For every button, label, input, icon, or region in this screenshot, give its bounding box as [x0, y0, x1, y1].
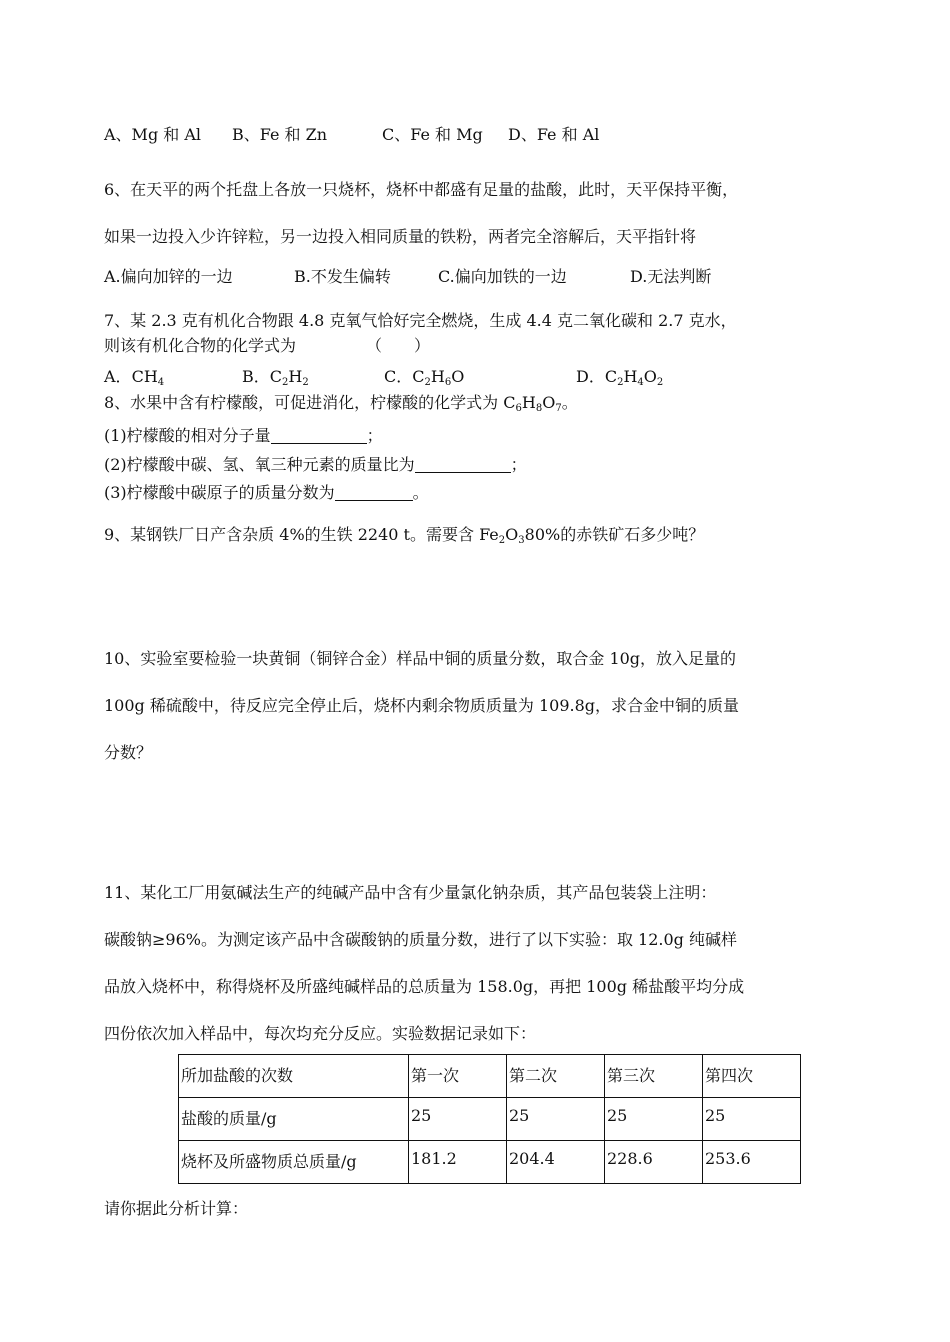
q5-option-b: B、Fe 和 Zn	[232, 125, 328, 144]
table-cell: 烧杯及所盛物质总质量/g	[179, 1141, 409, 1184]
q8-part2-blank[interactable]	[415, 456, 511, 473]
q7-answer-paren: （ ）	[366, 336, 431, 355]
chemical-formula: $CH_4$	[131, 367, 165, 388]
experiment-data-table	[178, 1054, 801, 1184]
q9-text: 9、某钢铁厂日产含杂质 4%的生铁 2240 t。需要含 $Fe_2O_380\%$的赤铁矿石多少吨？	[104, 525, 705, 546]
q5-options	[104, 122, 599, 145]
q7-option-c: C．$C_2H_6O$	[384, 367, 465, 388]
table-row	[179, 1141, 801, 1184]
table-header-cell: 第一次	[409, 1055, 507, 1098]
q11-line3: 品放入烧杯中，称得烧杯及所盛纯碱样品的总质量为 158.0g，再把 100g 稀盐酸平均分成	[104, 977, 745, 996]
q11-line4: 四份依次加入样品中，每次均充分反应。实验数据记录如下：	[104, 1024, 537, 1043]
q6-line2: 如果一边投入少许锌粒，另一边投入相同质量的铁粉，两者完全溶解后，天平指针将	[104, 227, 697, 246]
table-header-cell: 第四次	[703, 1055, 801, 1098]
q7-line1: 7、某 2.3 克有机化合物跟 4.8 克氧气恰好完全燃烧，生成 4.4 克二氧化碳和 2.7 克水，	[104, 311, 737, 330]
q11-line2: 碳酸钠≥96%。为测定该产品中含碳酸钠的质量分数，进行了以下实验：取 12.0g 纯碱样	[104, 930, 738, 949]
table-cell: 253.6	[703, 1141, 801, 1184]
chemical-formula: $C_2H_2$	[269, 367, 309, 388]
q8-intro: 8、水果中含有柠檬酸，可促进消化，柠檬酸的化学式为 $C_6H_8O_7$。	[104, 393, 578, 414]
q6-option-a: A.偏向加锌的一边	[104, 267, 233, 286]
q8-part1: (1)柠檬酸的相对分子量 ；	[104, 426, 383, 445]
q10-line3: 分数？	[104, 743, 153, 762]
q8-part3-blank[interactable]	[335, 484, 413, 501]
chemical-formula: $C_6H_8O_7$	[503, 393, 562, 414]
q8-part1-blank[interactable]	[271, 427, 367, 444]
q6-option-d: D.无法判断	[630, 267, 712, 286]
q8-part2: (2)柠檬酸中碳、氢、氧三种元素的质量比为 ；	[104, 455, 527, 474]
q7-line2	[104, 333, 430, 356]
table-cell: 25	[605, 1098, 703, 1141]
q5-option-a: A、Mg 和 Al	[104, 125, 202, 144]
q10-line1: 10、实验室要检验一块黄铜（铜锌合金）样品中铜的质量分数，取合金 10g，放入足量的	[104, 649, 737, 668]
table-cell: 228.6	[605, 1141, 703, 1184]
table-cell: 25	[507, 1098, 605, 1141]
table-header-row	[179, 1055, 801, 1098]
q7-question: 则该有机化合物的化学式为	[104, 336, 297, 355]
table-cell: 25	[409, 1098, 507, 1141]
table-cell: 盐酸的质量/g	[179, 1098, 409, 1141]
table-row	[179, 1098, 801, 1141]
chemical-formula: $C_2H_6O$	[412, 367, 465, 388]
q11-after-table: 请你据此分析计算：	[104, 1199, 249, 1218]
q8-part3: (3)柠檬酸中碳原子的质量分数为 。	[104, 483, 429, 502]
table-cell: 181.2	[409, 1141, 507, 1184]
q6-option-c: C.偏向加铁的一边	[438, 267, 567, 286]
q10-line2: 100g 稀硫酸中，待反应完全停止后，烧杯内剩余物质质量为 109.8g，求合金中铜的质量	[104, 696, 740, 715]
q6-options	[104, 264, 711, 287]
table-header-cell: 第三次	[605, 1055, 703, 1098]
q7-option-a: A．$CH_4$	[104, 367, 165, 388]
q6-option-b: B.不发生偏转	[294, 267, 391, 286]
table-header-cell: 第二次	[507, 1055, 605, 1098]
q5-option-d: D、Fe 和 Al	[508, 125, 600, 144]
chemical-formula: $Fe_2O_3$	[479, 525, 525, 546]
table-cell: 25	[703, 1098, 801, 1141]
q6-line1: 6、在天平的两个托盘上各放一只烧杯，烧杯中都盛有足量的盐酸，此时，天平保持平衡，	[104, 180, 739, 199]
chemical-formula: $C_2H_4O_2$	[604, 367, 664, 388]
table-header-cell: 所加盐酸的次数	[179, 1055, 409, 1098]
q11-line1: 11、某化工厂用氨碱法生产的纯碱产品中含有少量氯化钠杂质，其产品包装袋上注明：	[104, 883, 717, 902]
q7-options	[104, 364, 663, 388]
table-cell: 204.4	[507, 1141, 605, 1184]
q7-option-b: B．$C_2H_2$	[242, 367, 309, 388]
q7-option-d: D．$C_2H_4O_2$	[576, 367, 664, 388]
q5-option-c: C、Fe 和 Mg	[382, 125, 483, 144]
